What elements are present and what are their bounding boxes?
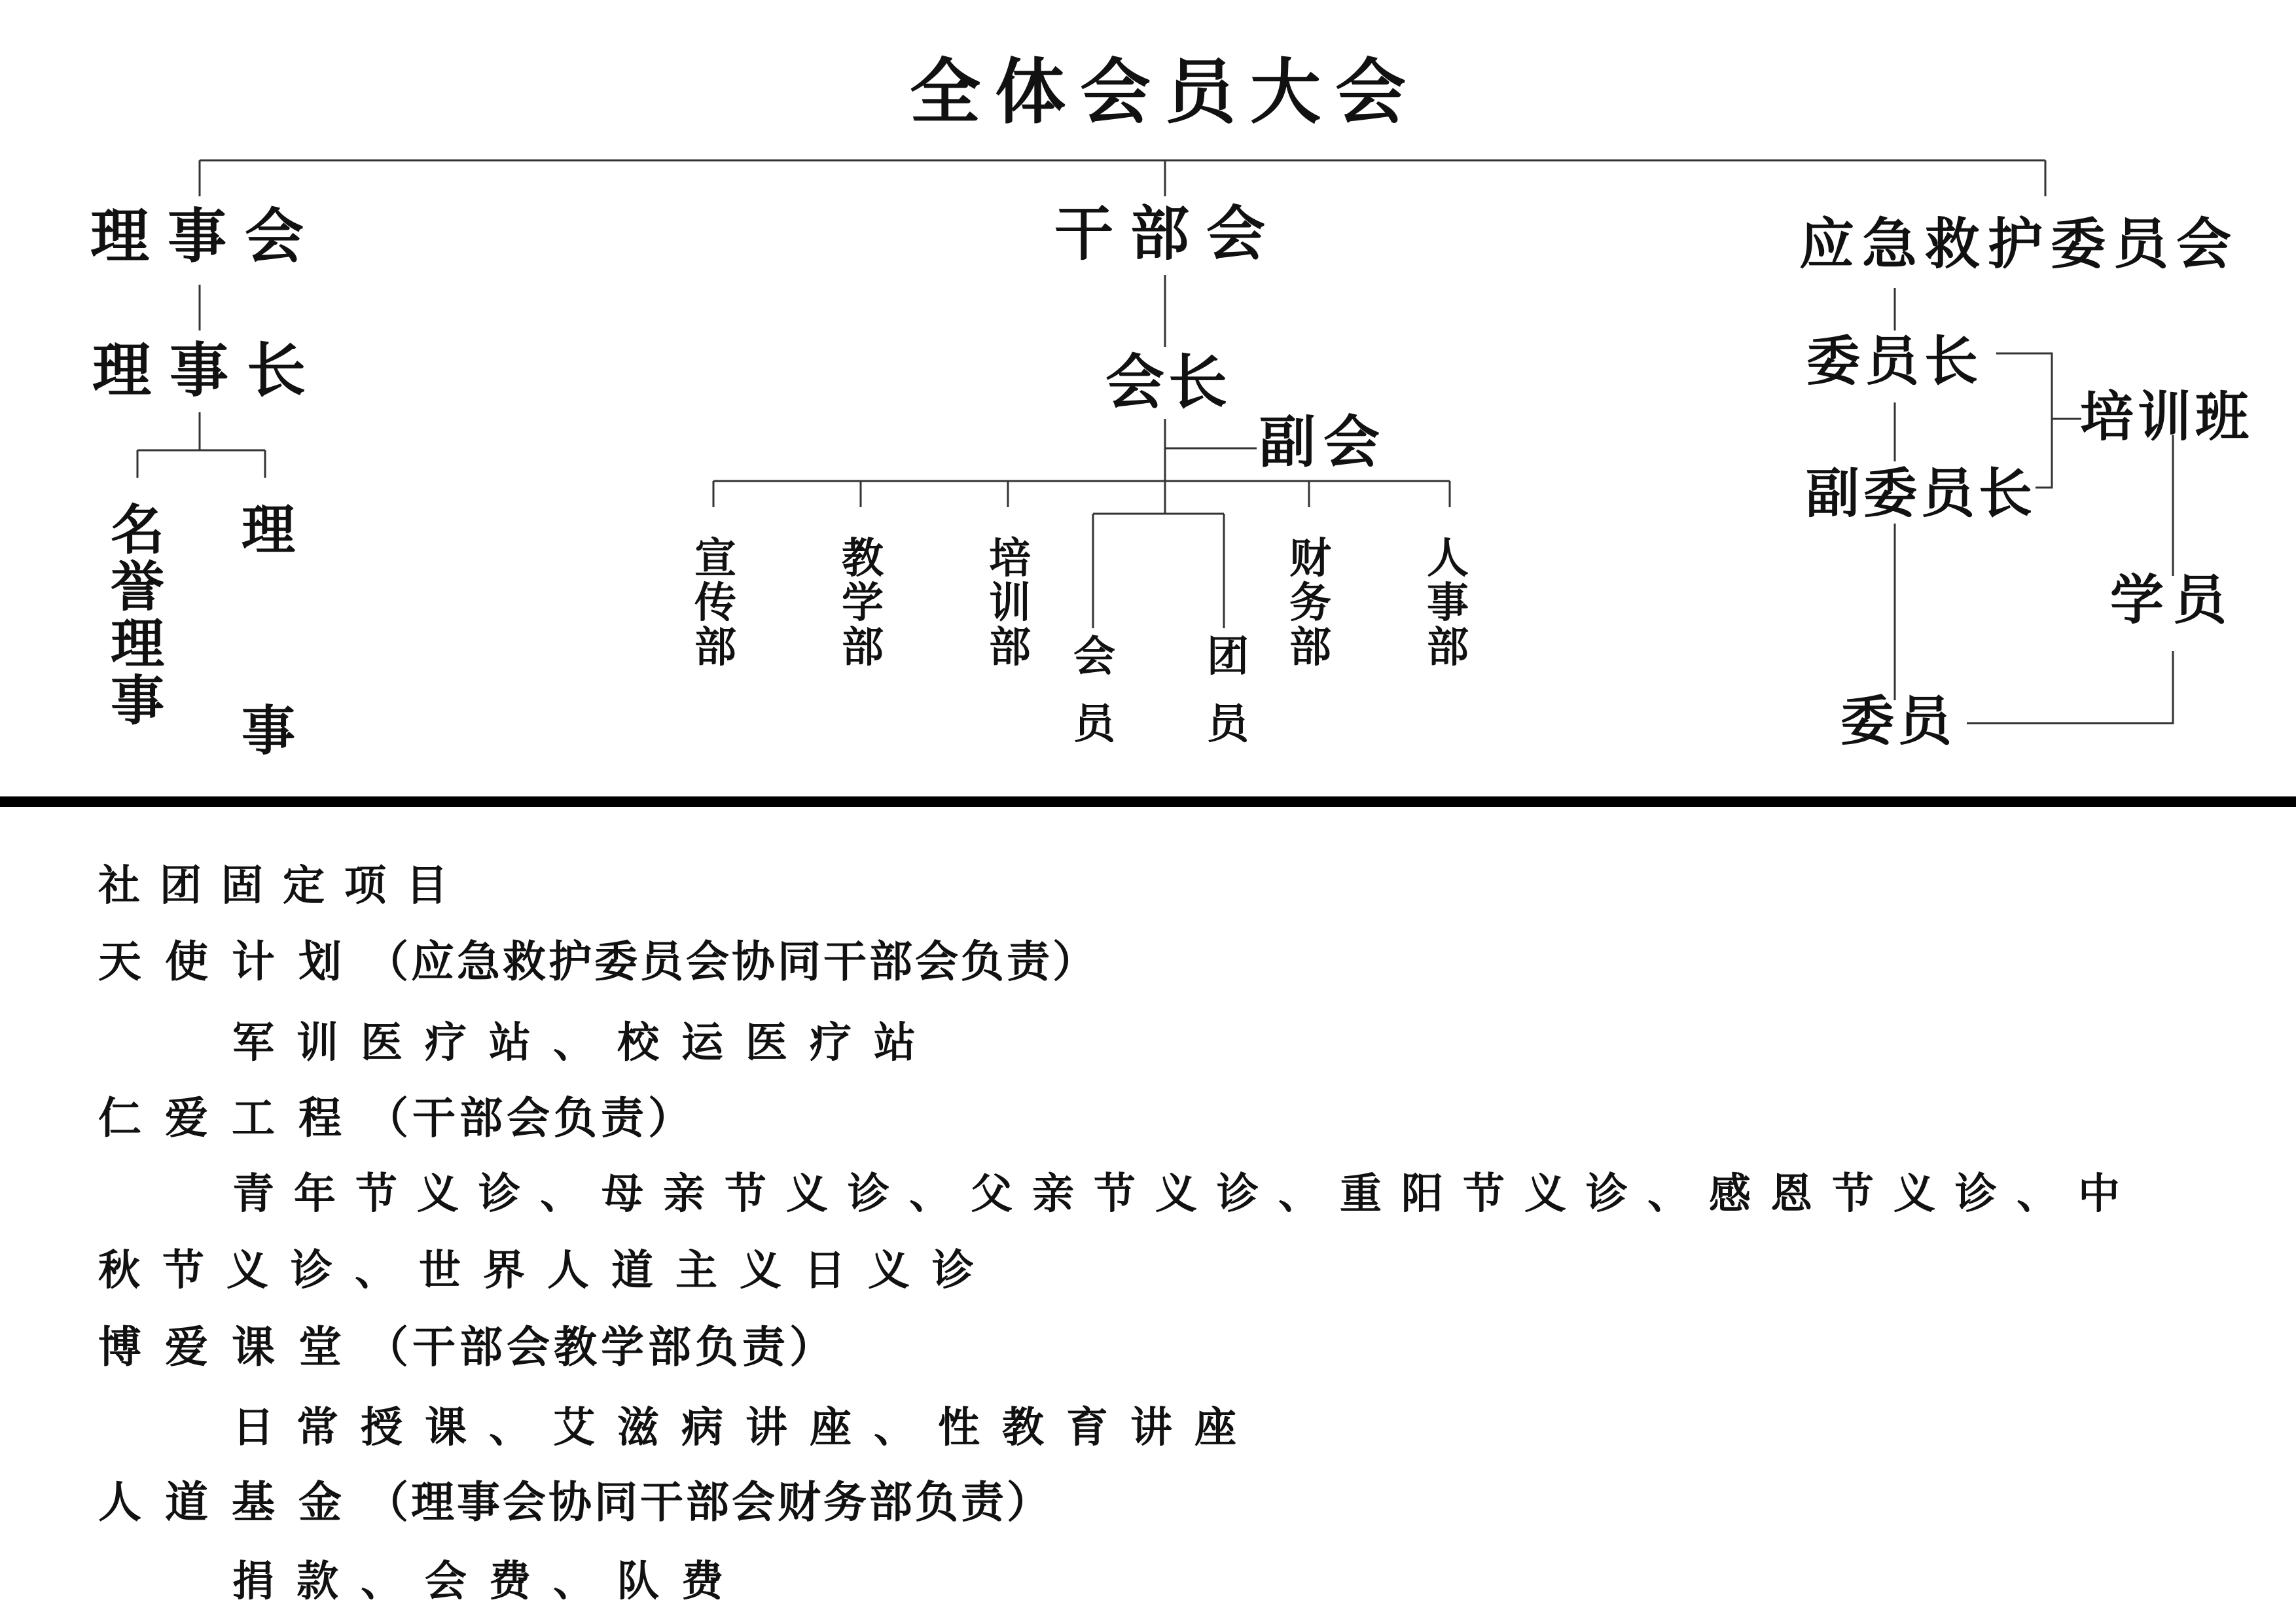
honorary-char-2: 理 bbox=[110, 613, 165, 675]
director-node bbox=[242, 499, 295, 762]
org-chart bbox=[0, 0, 2296, 795]
president-node: 会长 bbox=[1105, 348, 1231, 417]
department-2-char-1: 学 bbox=[842, 579, 884, 628]
department-1-char-1: 传 bbox=[694, 579, 736, 628]
project-2-title: 仁爱工程 bbox=[98, 1092, 365, 1143]
department-4-char-1: 务 bbox=[1289, 579, 1331, 628]
department-3-char-2: 部 bbox=[989, 623, 1031, 672]
department-2-char-0: 教 bbox=[842, 534, 884, 583]
honorary-char-1: 誉 bbox=[110, 556, 165, 618]
council-head-node: 理事长 bbox=[92, 336, 324, 405]
chair-node: 委员长 bbox=[1806, 330, 1984, 393]
department-3 bbox=[989, 534, 1031, 672]
cadre-node: 干部会 bbox=[1054, 199, 1282, 268]
department-5-char-2: 部 bbox=[1427, 623, 1469, 672]
project-3-note: （干部会教学部负责） bbox=[365, 1321, 836, 1372]
project-2-detail: 青年节义诊、母亲节义诊、父亲节义诊、重阳节义诊、感恩节义诊、中 bbox=[232, 1169, 2140, 1219]
vice-chair-node: 副委员长 bbox=[1805, 462, 2037, 525]
member-group-1 bbox=[1073, 632, 1119, 749]
honorary-char-3: 事 bbox=[110, 669, 165, 732]
member-group-2-char-0: 团 bbox=[1207, 632, 1249, 681]
honorary-char-0: 名 bbox=[110, 499, 165, 562]
project-4-note: （理事会协同干部会财务部负责） bbox=[365, 1476, 1052, 1527]
training-class-node: 培训班 bbox=[2079, 385, 2253, 448]
project-1-detail: 军训医疗站、校运医疗站 bbox=[232, 1018, 938, 1067]
member-node: 委员 bbox=[1840, 690, 1956, 753]
project-1-note: （应急救护委员会协同干部会负责） bbox=[365, 936, 1098, 987]
trainees-node: 学员 bbox=[2109, 569, 2236, 632]
department-1 bbox=[694, 534, 736, 672]
project-2-note: （干部会负责） bbox=[365, 1092, 695, 1143]
project-4-title: 人道基金 bbox=[98, 1476, 365, 1527]
department-3-char-0: 培 bbox=[989, 534, 1031, 583]
project-3-line bbox=[98, 1321, 836, 1372]
project-4-detail: 捐款、会费、队费 bbox=[232, 1557, 745, 1606]
member-group-1-char-1: 员 bbox=[1073, 700, 1115, 749]
department-5 bbox=[1427, 534, 1469, 672]
section-divider bbox=[0, 796, 2296, 807]
member-nodes bbox=[1073, 632, 1252, 749]
project-1-title: 天使计划 bbox=[98, 936, 365, 987]
root-node: 全体会员大会 bbox=[909, 51, 1421, 134]
member-group-2 bbox=[1207, 632, 1252, 749]
department-5-char-0: 人 bbox=[1427, 534, 1469, 583]
project-2-line bbox=[98, 1092, 695, 1143]
project-4-line bbox=[98, 1476, 1052, 1527]
department-3-char-1: 训 bbox=[989, 579, 1031, 628]
member-group-1-char-0: 会 bbox=[1073, 632, 1115, 681]
department-4 bbox=[1289, 534, 1331, 672]
member-group-2-char-1: 员 bbox=[1207, 700, 1249, 749]
department-4-char-2: 部 bbox=[1289, 623, 1331, 672]
connector-trainees-member bbox=[1967, 651, 2173, 723]
department-1-char-0: 宣 bbox=[694, 534, 736, 583]
project-3-detail: 日常授课、艾滋病讲座、性教育讲座 bbox=[232, 1403, 1259, 1452]
project-2-detail-cont: 秋节义诊、世界人道主义日义诊 bbox=[98, 1246, 996, 1295]
emergency-committee-node: 应急救护委员会 bbox=[1799, 211, 2240, 276]
project-3-title: 博爱课堂 bbox=[98, 1321, 365, 1372]
vice-president-node: 副会 bbox=[1259, 409, 1388, 475]
honorary-director-node bbox=[111, 499, 164, 732]
department-1-char-2: 部 bbox=[694, 623, 736, 672]
department-5-char-1: 事 bbox=[1427, 579, 1469, 628]
director-char-0: 理 bbox=[241, 499, 296, 562]
department-2 bbox=[842, 534, 884, 672]
project-1-line bbox=[98, 936, 1098, 987]
department-2-char-2: 部 bbox=[842, 623, 884, 672]
council-node: 理事会 bbox=[90, 202, 322, 271]
department-4-char-0: 财 bbox=[1289, 534, 1331, 583]
projects-heading: 社团固定项目 bbox=[98, 861, 467, 910]
director-char-1: 事 bbox=[241, 700, 296, 762]
